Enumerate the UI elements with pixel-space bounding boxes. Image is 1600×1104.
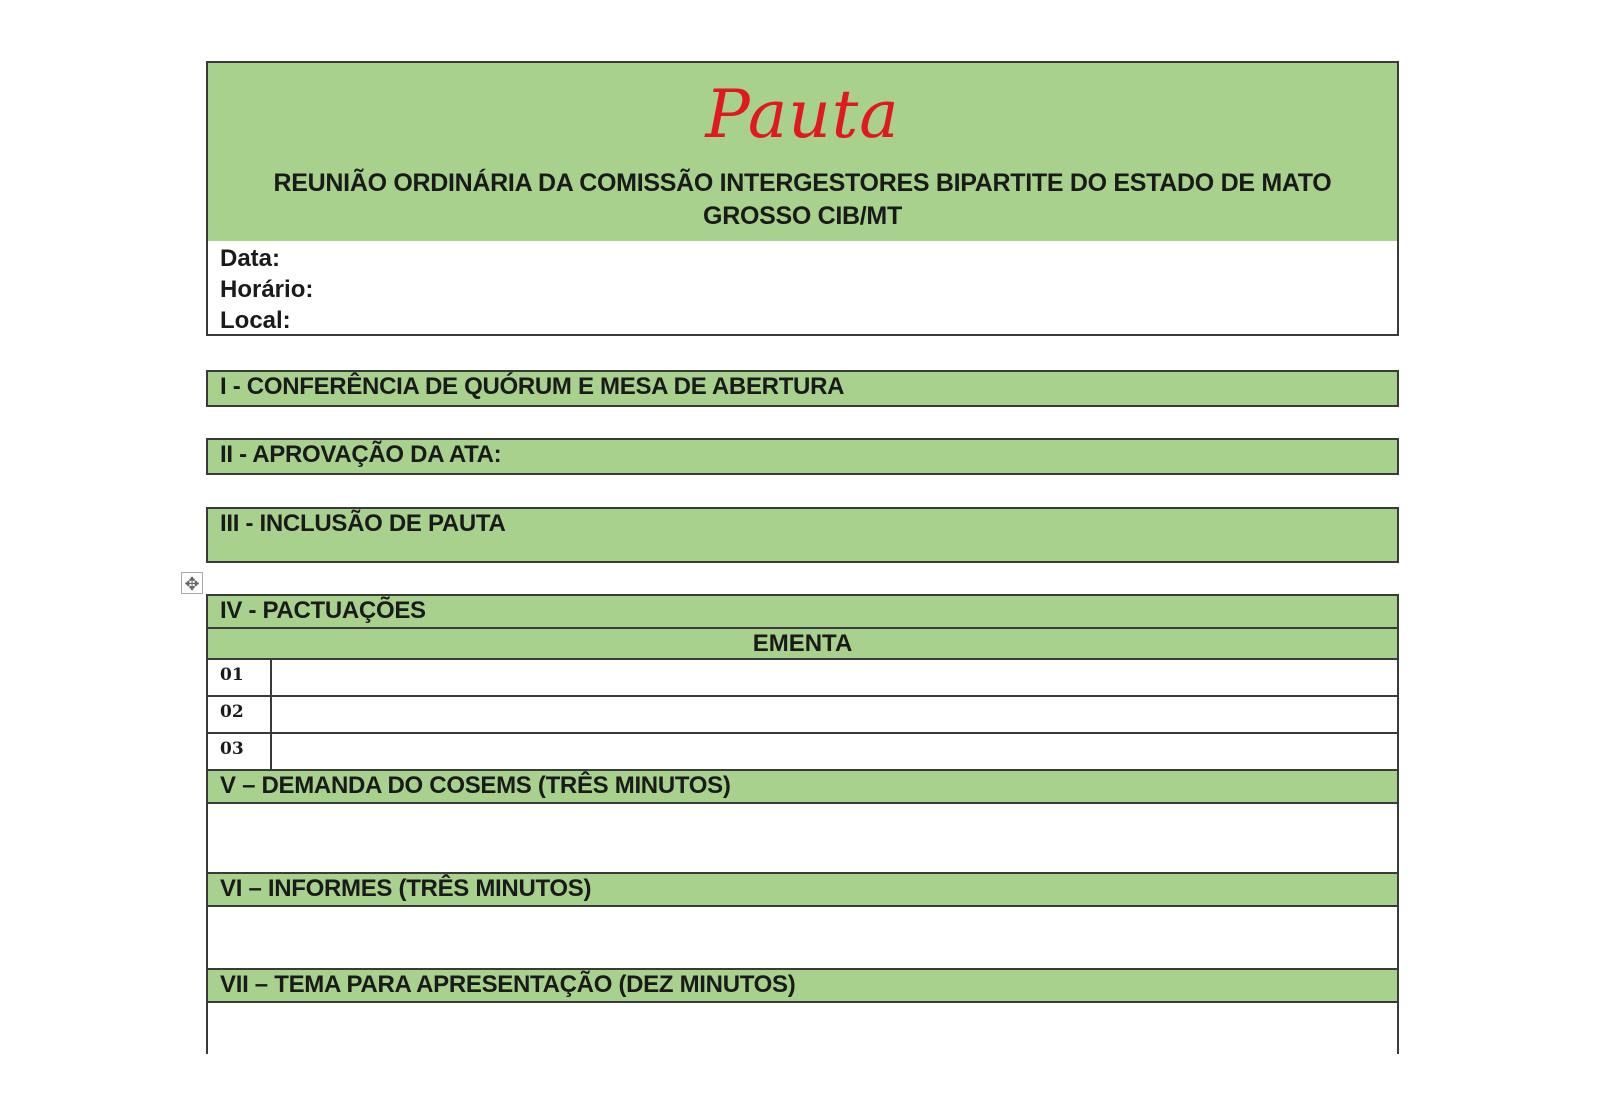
table-row xyxy=(208,658,1397,695)
section-3-heading: III - INCLUSÃO DE PAUTA xyxy=(206,507,1399,563)
section-7-body[interactable] xyxy=(208,1001,1397,1054)
table-row xyxy=(208,695,1397,732)
pactuacoes-table xyxy=(206,594,1399,1054)
section-6-body[interactable] xyxy=(208,905,1397,968)
item-number: 01 xyxy=(208,660,272,695)
item-number: 03 xyxy=(208,734,272,769)
time-label: Horário: xyxy=(220,276,314,303)
item-cell[interactable] xyxy=(272,697,1397,732)
section-4-heading: IV - PACTUAÇÕES xyxy=(208,594,1397,627)
place-label: Local: xyxy=(220,307,291,334)
section-5-heading: V – DEMANDA DO COSEMS (TRÊS MINUTOS) xyxy=(208,769,1397,802)
section-5-body[interactable] xyxy=(208,802,1397,872)
item-cell[interactable] xyxy=(272,734,1397,769)
item-number: 02 xyxy=(208,697,272,732)
item-cell[interactable] xyxy=(272,660,1397,695)
header-box xyxy=(206,61,1399,243)
meeting-info xyxy=(206,241,1399,336)
table-move-handle-icon[interactable]: ✥ xyxy=(181,572,203,594)
section-1-heading: I - CONFERÊNCIA DE QUÓRUM E MESA DE ABERTURA xyxy=(206,370,1399,407)
section-2-heading: II - APROVAÇÃO DA ATA: xyxy=(206,438,1399,475)
section-6-heading: VI – INFORMES (TRÊS MINUTOS) xyxy=(208,872,1397,905)
ementa-header: EMENTA xyxy=(208,627,1397,658)
table-row xyxy=(208,732,1397,769)
section-7-heading: VII – TEMA PARA APRESENTAÇÃO (DEZ MINUTOS) xyxy=(208,968,1397,1001)
page-subtitle: REUNIÃO ORDINÁRIA DA COMISSÃO INTERGESTORES BIPARTITE DO ESTADO DE MATO GROSSO CIB/MT xyxy=(273,169,1332,230)
page-title: Pauta xyxy=(705,76,900,153)
date-label: Data: xyxy=(220,245,281,272)
